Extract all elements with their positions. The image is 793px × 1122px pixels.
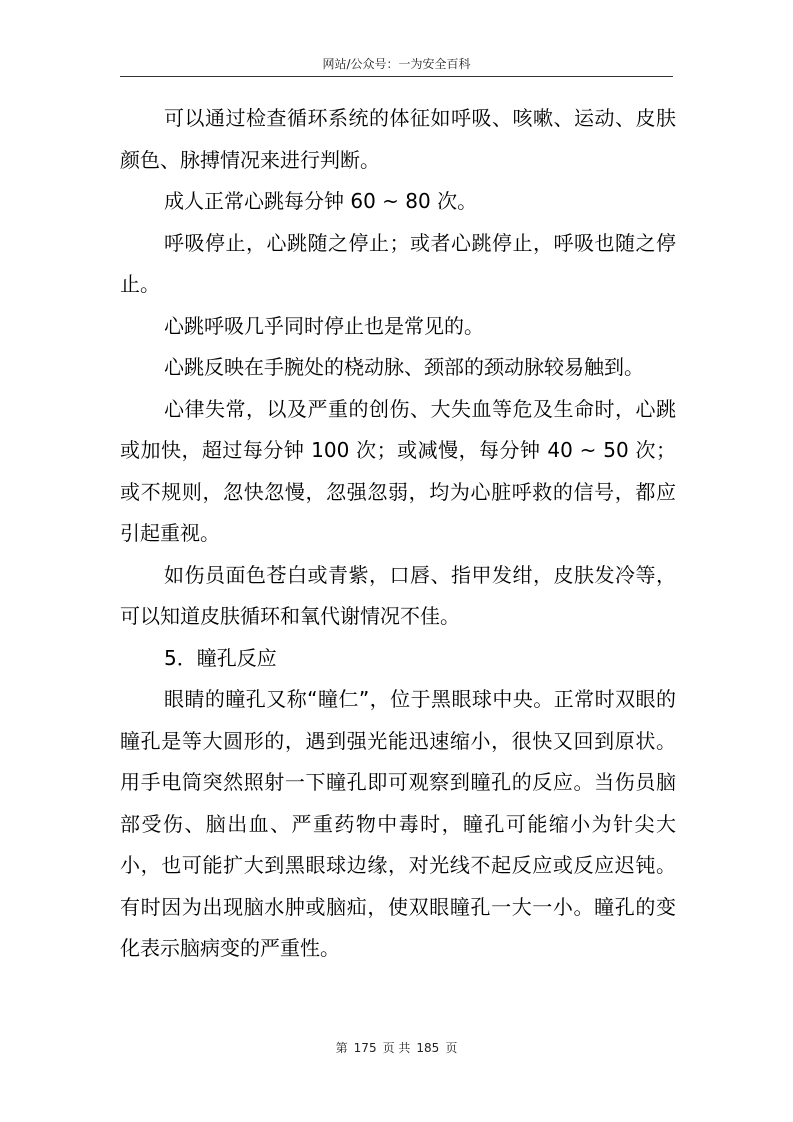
paragraph: 如伤员面色苍白或青紫，口唇、指甲发绀，皮肤发冷等，可以知道皮肤循环和氧代谢情况不佳。 [120,562,676,628]
paragraph: 呼吸停止，心跳随之停止；或者心跳停止，呼吸也随之停止。 [120,230,676,296]
current-page-number: 175 [353,1041,377,1055]
header-divider [120,76,673,77]
paragraph: 心跳呼吸几乎同时停止也是常见的。 [164,313,484,338]
footer-prefix: 第 [335,1041,348,1055]
document-body [120,98,676,970]
footer-suffix: 页 [445,1041,458,1055]
page-footer [0,1040,793,1056]
paragraph: 心跳反映在手腕处的桡动脉、颈部的颈动脉较易触到。 [164,355,644,379]
paragraph: 成人正常心跳每分钟 60 ~ 80 次。 [164,189,478,213]
paragraph: 眼睛的瞳孔又称“瞳仁”，位于黑眼球中央。正常时双眼的瞳孔是等大圆形的，遇到强光能迅速缩小，很快又回到原状。用手电筒突然照射一下瞳孔即可观察到瞳孔的反应。当伤员脑部受伤、脑出血、严重药物中毒时，瞳孔可能缩小为针尖大小，也可能扩大到黑眼球边缘，对光线不起反应或反应迟钝。有时因为出现脑水肿或脑疝，使双眼瞳孔一大一小。瞳孔的变化表示脑病变的严重性。 [120,687,676,960]
paragraph: 心律失常，以及严重的创伤、大失血等危及生命时，心跳或加快，超过每分钟 100 次；或减慢，每分钟 40 ~ 50 次；或不规则，忽快忽慢，忽强忽弱，均为心脏呼救的信号，都应引起重视。 [120,396,676,545]
paragraph: 可以通过检查循环系统的体征如呼吸、咳嗽、运动、皮肤颜色、脉搏情况来进行判断。 [120,106,676,172]
footer-middle: 页 共 [382,1041,411,1055]
page-header: 网站/公众号：一为安全百科 [322,57,471,71]
total-pages-number: 185 [416,1041,440,1055]
section-heading: 5．瞳孔反应 [164,645,277,670]
